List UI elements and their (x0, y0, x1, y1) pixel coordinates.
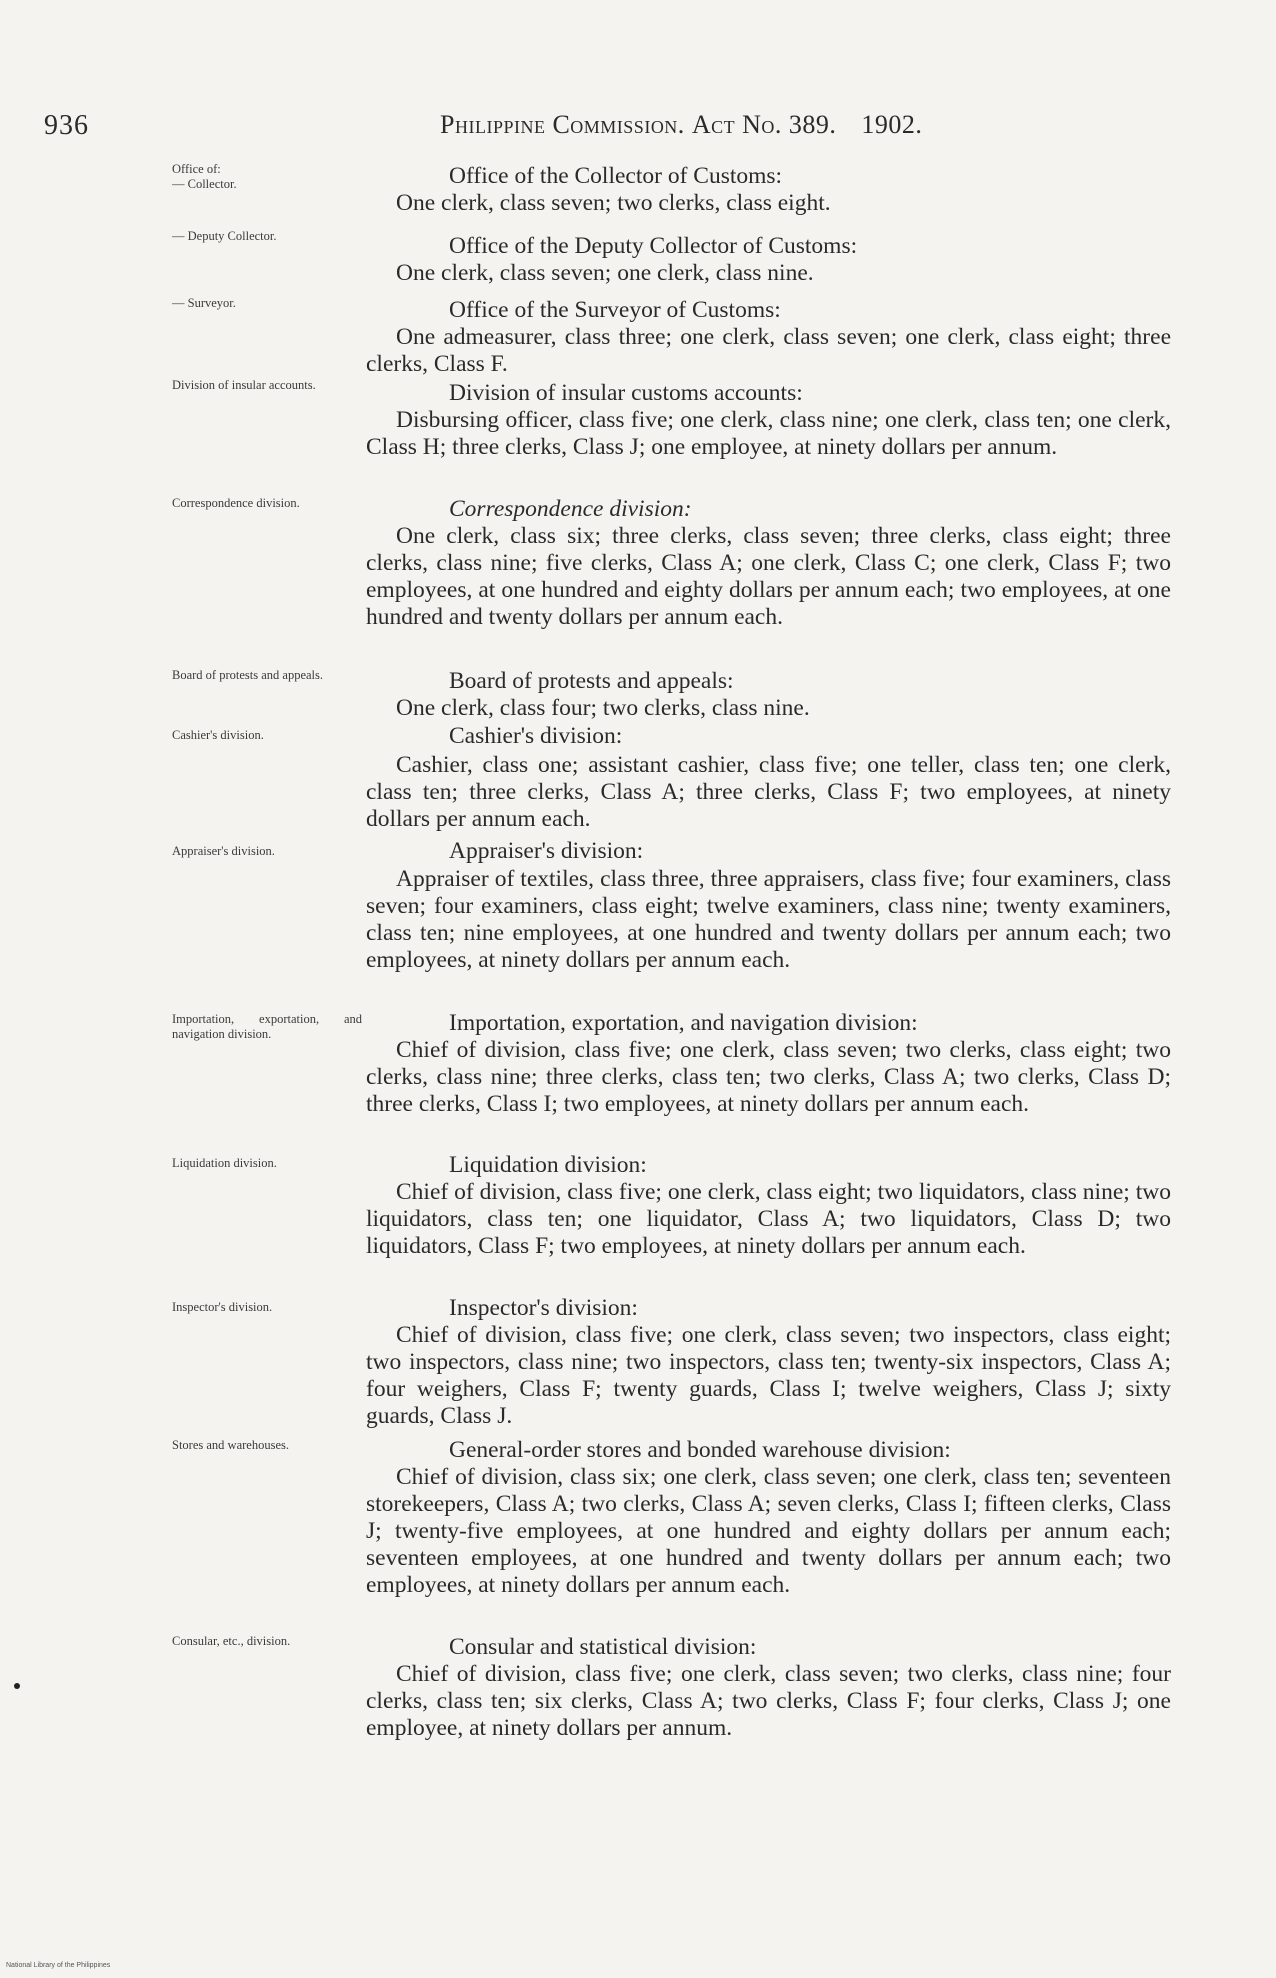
section-text: Chief of division, class five; one clerk, class seven; two clerks, class eight; two clerks, class nine; three clerks, class ten; two clerks, Class A; two clerks, Class D; three clerks, Class I; two employees, at ninety dollars per annum each. (366, 1037, 1171, 1117)
margin-note: Board of protests and appeals. (172, 668, 324, 682)
section-heading: Consular and statistical division: (449, 1634, 757, 1660)
scan-speck (14, 1683, 20, 1689)
margin-note: Appraiser's division. (172, 844, 275, 858)
section-heading: Liquidation division: (449, 1152, 647, 1178)
section-text: Cashier, class one; assistant cashier, class five; one teller, class ten; one clerk, class ten; three clerks, Class A; three clerks, Class F; two employees, at ninety dollars per annum each. (366, 752, 1171, 832)
section-heading: Inspector's division: (449, 1295, 638, 1321)
margin-note: Cashier's division. (172, 728, 264, 742)
section-heading: Division of insular customs accounts: (449, 380, 803, 406)
section-heading: Importation, exportation, and navigation division: (449, 1010, 918, 1036)
section-text: One admeasurer, class three; one clerk, class seven; one clerk, class eight; three clerks, Class F. (366, 324, 1171, 377)
margin-note: — Deputy Collector. (172, 229, 277, 243)
section-heading: Office of the Collector of Customs: (449, 163, 783, 189)
margin-note: Division of insular accounts. (172, 378, 316, 392)
section-text: Chief of division, class five; one clerk, class seven; two inspectors, class eight; two inspectors, class nine; two inspectors, class ten; twenty-six inspectors, Class A; four weighers, Class F; twenty guards, Class I; twelve weighers, Class J; sixty guards, Class J. (366, 1322, 1171, 1429)
running-head-act: Act No. 389. (691, 110, 837, 139)
margin-note: Stores and warehouses. (172, 1438, 289, 1452)
section-heading: Board of protests and appeals: (449, 668, 734, 694)
section-text: Chief of division, class six; one clerk, class seven; one clerk, class ten; seventeen storekeepers, Class A; two clerks, Class A; seven clerks, Class I; fifteen clerks, Class J; twenty-five employees, at one hundred and eighty dollars per annum each; seventeen employees, at one hundred and twenty dollars per annum each; two employees, at ninety dollars per annum each. (366, 1464, 1171, 1598)
section-text: Chief of division, class five; one clerk, class eight; two liquidators, class nine; two liquidators, class ten; one liquidator, Class A; two liquidators, Class D; two liquidators, Class F; two employees, at ninety dollars per annum each. (366, 1179, 1171, 1259)
margin-note: Liquidation division. (172, 1156, 277, 1170)
margin-note: Correspondence division. (172, 496, 300, 510)
margin-note: Consular, etc., division. (172, 1634, 291, 1648)
section-text: One clerk, class six; three clerks, class seven; three clerks, class eight; three clerks, class nine; five clerks, Class A; one clerk, Class C; one clerk, Class F; two employees, at one hundred and eighty dollars per annum each; two employees, at one hundred and twenty dollars per annum each. (366, 523, 1171, 630)
section-text: Chief of division, class five; one clerk, class seven; two clerks, class nine; four clerks, class ten; six clerks, Class A; two clerks, Class F; four clerks, Class J; one employee, at ninety dollars per annum. (366, 1661, 1171, 1741)
margin-note: Office of: — Collector. (172, 162, 237, 191)
margin-note: — Surveyor. (172, 296, 236, 310)
section-heading: Office of the Surveyor of Customs: (449, 297, 781, 323)
section-text: One clerk, class seven; two clerks, class eight. (396, 190, 831, 216)
margin-note: Inspector's division. (172, 1300, 273, 1314)
section-text: Disbursing officer, class five; one clerk, class nine; one clerk, class ten; one clerk, Class H; three clerks, Class J; one employee, at ninety dollars per annum. (366, 407, 1171, 460)
section-heading: Cashier's division: (449, 723, 623, 749)
page-number: 936 (44, 110, 89, 141)
section-heading: Correspondence division: (449, 496, 692, 522)
section-heading: Office of the Deputy Collector of Customs: (449, 233, 858, 259)
margin-note: Importation, exportation, and navigation division. (172, 1012, 362, 1041)
section-heading: Appraiser's division: (449, 838, 644, 864)
running-head-title: Philippine Commission. (440, 110, 685, 139)
section-text: Appraiser of textiles, class three, three appraisers, class five; four examiners, class seven; four examiners, class eight; twelve examiners, class nine; twenty examiners, class ten; nine employees, at one hundred and twenty dollars per annum each; two employees, at ninety dollars per annum each. (366, 866, 1171, 973)
section-heading: General-order stores and bonded warehouse division: (449, 1437, 951, 1463)
section-text: One clerk, class seven; one clerk, class nine. (396, 260, 814, 286)
running-head-year: 1902. (861, 110, 923, 139)
section-text: One clerk, class four; two clerks, class nine. (396, 695, 810, 721)
footer-note: National Library of the Philippines (6, 1962, 111, 1969)
